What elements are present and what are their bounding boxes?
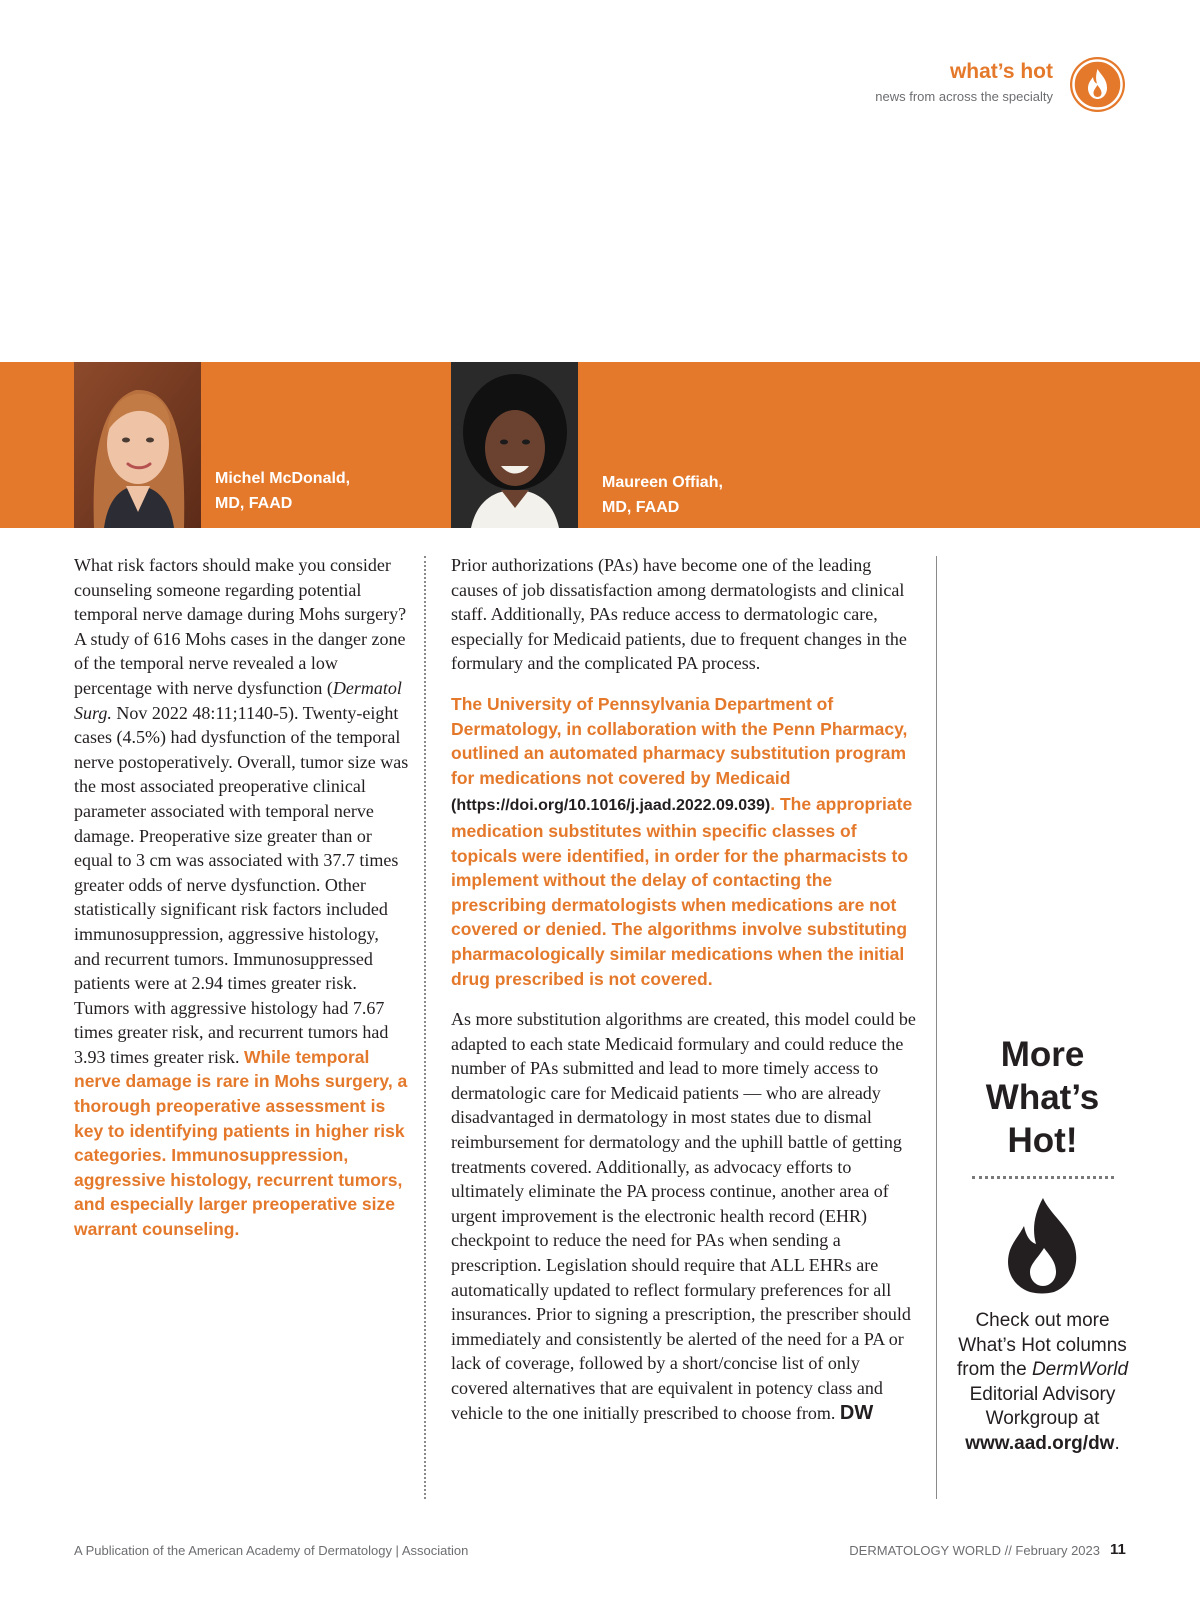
end-mark: DW xyxy=(839,1401,874,1424)
author-name-offiah: Maureen Offiah, MD, FAAD xyxy=(602,474,723,516)
flame-icon xyxy=(1002,1196,1084,1299)
column-pa-article xyxy=(451,553,921,1425)
flame-badge xyxy=(1070,57,1125,112)
section-subtitle: news from across the specialty xyxy=(875,89,1053,104)
sidebar-title: More What’s Hot! xyxy=(985,1035,1100,1160)
doi-link[interactable]: (https://doi.org/10.1016/j.jaad.2022.09.039) xyxy=(451,797,771,815)
article-highlight: While temporal nerve damage is rare in Mohs surgery, a thorough preoperative assessment is key to identifying patients in higher risk categories. Immunosuppression, aggressive histology, recurrent tumors, and especially larger preoperative size warrant counseling. xyxy=(74,1046,408,1240)
sidebar-link[interactable]: www.aad.org/dw xyxy=(965,1432,1115,1454)
journal-citation: Dermatol Surg. xyxy=(74,677,402,723)
article-highlight: The University of Pennsylvania Department of Dermatology, in collaboration with the Penn Pharmacy, outlined an automated pharmacy substitution program for medications not covered by Medicaid (https://doi.org/10.1016/j.jaad.2022.09.039). The appropriate medication substitutes within specific classes of topicals were identified, in order for the pharmacists to implement without the delay of contacting the prescribing dermatologists when medications are not covered or denied. The algorithms involve substituting pharmacologically similar medications when the initial drug prescribed is not covered. xyxy=(451,693,913,989)
column-mohs-article xyxy=(74,553,409,1242)
section-title: what’s hot xyxy=(949,60,1053,83)
flame-icon xyxy=(1070,57,1125,112)
article-paragraph: Prior authorizations (PAs) have become one of the leading causes of job dissatisfaction among dermatologists and clinical staff. Additionally, PAs reduce access to dermatologic care, especially for Medicaid patients, due to frequent changes in the formulary and the complicated PA process. xyxy=(451,555,907,674)
author-photo-offiah xyxy=(451,362,578,528)
sidebar-dotted-rule xyxy=(972,1176,1114,1179)
sidebar-blurb: Check out more What’s Hot columns from the DermWorld Editorial Advisory Workgroup at www.aad.org/dw. xyxy=(956,1310,1129,1454)
footer-publication: A Publication of the American Academy of Dermatology | Association xyxy=(74,1543,469,1558)
author-name-mcdonald: Michel McDonald, MD, FAAD xyxy=(215,470,351,512)
author-photo-mcdonald xyxy=(74,362,201,528)
page-number: 11 xyxy=(1110,1541,1126,1558)
article-body: What risk factors should make you consider counseling someone regarding potential temporal nerve damage during Mohs surgery? A study of 616 Mohs cases in the danger zone of the temporal nerve revealed a low percentage with nerve dysfunction (Dermatol Surg. Nov 2022 48:11;1140-5). Twenty-eight cases (4.5%) had dysfunction of the temporal nerve postoperatively. Overall, tumor size was the most associated preoperative clinical parameter associated with temporal nerve damage. Preoperative size greater than or equal to 3 cm was associated with 37.7 times greater odds of nerve dysfunction. Other statistically significant risk factors included immunosuppression, aggressive histology, and recurrent tumors. Immunosuppressed patients were at 2.94 times greater risk. Tumors with aggressive histology had 7.67 times greater risk, and recurrent tumors had 3.93 times greater risk. While temporal nerve damage is rare in Mohs surgery, a thorough preoperative assessment is key to identifying patients in higher risk categories. Immunosuppression, aggressive histology, recurrent tumors, and especially larger preoperative size warrant counseling. xyxy=(74,555,409,1240)
sidebar-divider xyxy=(936,556,937,1499)
column-divider xyxy=(424,556,426,1499)
footer-issue: DERMATOLOGY WORLD // February 2023 xyxy=(849,1543,1100,1558)
article-paragraph: As more substitution algorithms are created, this model could be adapted to each state Medicaid formulary and could reduce the number of PAs submitted and lead to more timely access to dermatologic care for Medicaid patients — who are already disadvantaged in dermatology in most states due to dismal reimbursement for dermatology and the uphill battle of getting treatments covered. Additionally, as advocacy efforts to ultimately eliminate the PA process continue, another area of urgent improvement is the electronic health record (EHR) checkpoint to reduce the need for PAs when sending a prescription. Legislation should require that ALL EHRs are automatically updated to reflect formulary preferences for all insurances. Prior to signing a prescription, the prescriber should immediately and consistently be alerted of the need for a PA or lack of coverage, followed by a short/concise list of only covered alternatives that are equivalent in potency class and vehicle to the one initially prescribed to choose from. DW xyxy=(451,1009,916,1424)
